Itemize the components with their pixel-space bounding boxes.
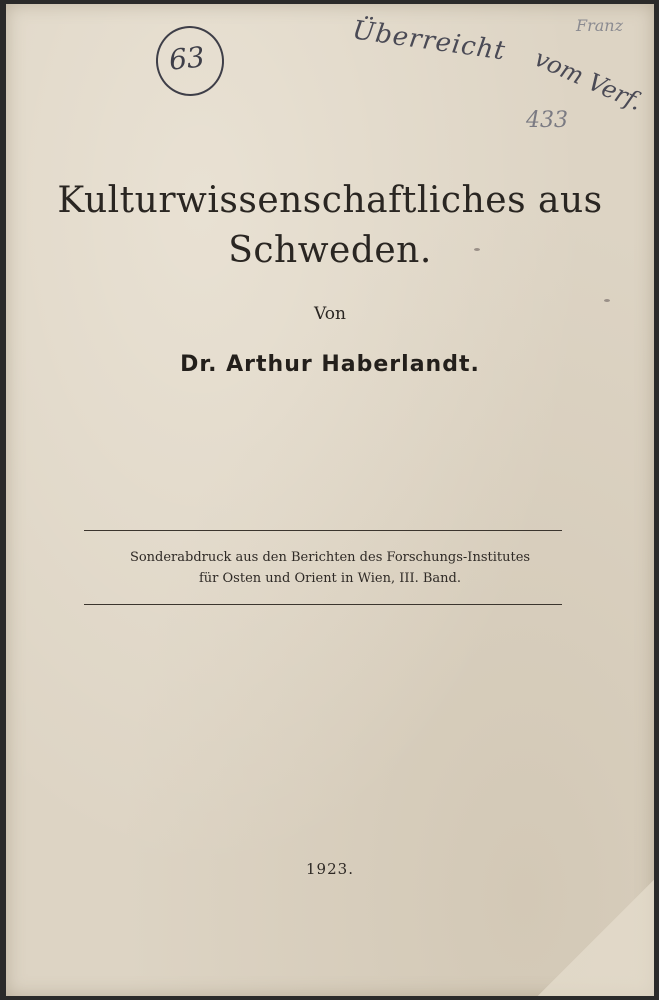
title-line-1: Kulturwissenschaftliches aus	[57, 180, 603, 221]
offprint-note-line-1: Sonderabdruck aus den Berichten des Forschungs-Institutes	[129, 550, 531, 565]
corner-fold	[536, 878, 654, 996]
offprint-note-line-2: für Osten und Orient in Wien, III. Band.	[198, 571, 462, 586]
document-title	[6, 176, 654, 276]
paper-speck	[604, 299, 610, 302]
divider-bottom	[84, 604, 562, 605]
divider-top	[84, 530, 562, 531]
handwritten-dedication: Überreicht	[350, 15, 508, 67]
offprint-note	[6, 547, 654, 589]
author-name: Dr. Arthur Haberlandt.	[180, 352, 480, 377]
document-page	[6, 4, 654, 996]
paper-speck	[474, 248, 480, 251]
byline-label: Von	[314, 304, 346, 324]
handwritten-dedication-continued: vom Verf.	[530, 43, 647, 117]
handwritten-shelf-mark: 433	[526, 108, 568, 133]
handwritten-name: Franz	[576, 16, 624, 35]
handwritten-number: 63	[167, 40, 207, 77]
publication-year: 1923.	[306, 860, 354, 878]
title-line-2: Schweden.	[228, 230, 432, 271]
